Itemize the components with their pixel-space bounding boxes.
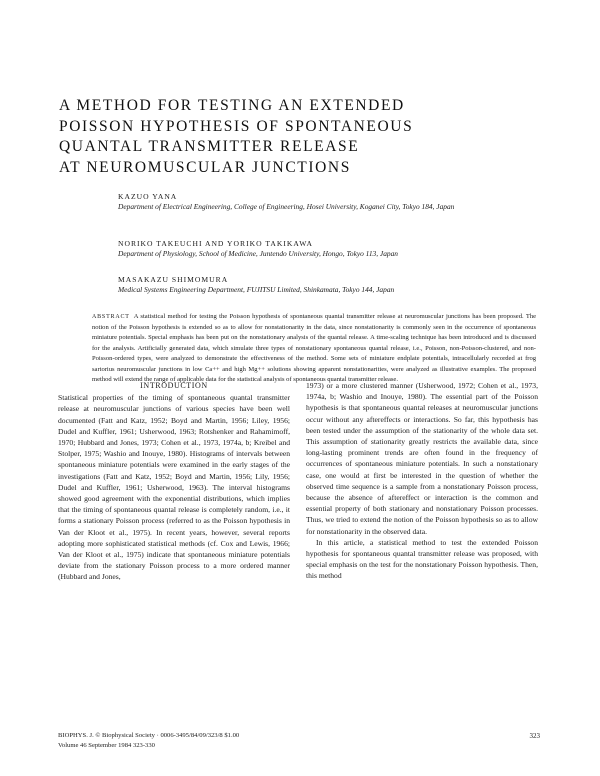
section-heading-introduction: INTRODUCTION [140,381,208,390]
title-line: AT NEUROMUSCULAR JUNCTIONS [59,158,351,176]
article-title [59,96,539,178]
author-name: NORIKO TAKEUCHI AND YORIKO TAKIKAWA [118,239,314,248]
author-block-yana [118,191,538,212]
page-footer [58,731,542,751]
title-line: QUANTAL TRANSMITTER RELEASE [59,138,360,155]
author-affiliation: Department of Physiology, School of Medicine, Juntendo University, Hongo, Tokyo 113, Japan [118,249,398,258]
author-name: MASAKAZU SHIMOMURA [118,275,229,284]
abstract-label: ABSTRACT [92,314,130,320]
author-name: KAZUO YANA [118,192,178,201]
journal-citation: BIOPHYS. J. © Biophysical Society · 0006-3495/84/09/323/8 $1.00 [58,732,240,739]
volume-line: Volume 46 September 1984 323-330 [58,742,155,749]
body-paragraph: Statistical properties of the timing of spontaneous quantal transmitter release at neuromuscular junctions of various species have been well documented (Fatt and Katz, 1952; Boyd and Martin, 1956; Liley, 1956; Dudel and Kuffler, 1961; Usherwood, 1963; Rotshenker and Rahamimoff, 1970; Hubbard and Jones, 1973; Cohen et al., 1973, 1974a, b; Kreibel and Stolper, 1975; Washio and Inouye, 1980). Histograms of intervals between spontaneous miniature potentials were examined in the early stages of the investigations (Fatt and Katz, 1952; Boyd and Martin, 1956; Lily, 1956; Dudel and Kuffler, 1961; Usherwood, 1963). The interval histograms showed good agreement with the exponential distributions, which implies that the timing of spontaneous quantal release is completely random, i.e., it forms a stationary Poisson process (referred to as the Poisson hypothesis in Van der Kloot et al., 1975). In recent years, however, several reports adopting more sophisticated statistical methods (cf. Cox and Lewis, 1966; Van der Kloot et al., 1975) indicate that spontaneous miniature potentials deviate from the stationary Poisson process to a more ordered manner (Hubbard and Jones, [58,393,290,582]
author-affiliation: Medical Systems Engineering Department, FUJITSU Limited, Shinkamata, Tokyo 144, Japan [118,285,395,294]
right-column [306,380,538,582]
title-line: A METHOD FOR TESTING AN EXTENDED [59,97,405,114]
title-line: POISSON HYPOTHESIS OF SPONTANEOUS [59,117,414,135]
abstract [92,312,536,386]
abstract-text: A statistical method for testing the Poisson hypothesis of spontaneous quantal transmitter release at neuromuscular junctions has been proposed. The notion of the Poisson hypothesis is extended so as to allow for nonstationarity in the data, since nonstationarity is commonly seen in the occurrence of spontaneous miniature potentials. Special emphasis has been put on the nonstationary analysis of the quantal release. A time-scaling technique has been introduced and is discussed for the analysis. Artificially generated data, which simulate three types of nonstationary spontaneous quantal release, i.e., Poisson, non-Poisson-clustered, and non-Poisson-ordered types, were analyzed to demonstrate the effectiveness of the method. Some sets of miniature endplate potentials, intracellularly recorded at frog sartorius neuromuscular junctions in low Ca++ and high Mg++ solutions showing apparent nonstationarities, were analyzed as illustrative examples. The proposed method will extend the range of applicable data for the statistical analysis of spontaneous quantal transmitter release. [92,313,536,383]
page-number: 323 [529,732,540,740]
body-paragraph: In this article, a statistical method to test the extended Poisson hypothesis for spontaneous quantal transmitter release was proposed, with special emphasis on the test for the nonstationary Poisson hypothesis. Then, this method [306,537,538,581]
body-paragraph: 1973) or a more clustered manner (Usherwood, 1972; Cohen et al., 1973, 1974a, b; Washio and Inouye, 1980). The essential part of the Poisson hypothesis is that spontaneous quantal releases at neuromuscular junctions occur without any aftereffects or interactions. So far, this hypothesis has been tested under the assumption of the stationarity of the whole data set. This assumption of stationarity greatly restricts the available data, since long-lasting prominent trends are often found in the frequency of occurrences of spontaneous miniature potentials. In such a nonstationary case, one would at first be interested in the question of whether the observed time sequence is a sample from a nonstationary Poisson process, because the absence of aftereffect or interaction is the common and essential property of both stationary and nonstationary Poisson processes. Thus, we tried to extend the notion of the Poisson hypothesis so as to allow for nonstationarity in the observed data. [306,381,538,536]
author-block-takeuchi-takikawa [118,238,538,259]
author-affiliation: Department of Electrical Engineering, College of Engineering, Hosei University, Koganei City, Tokyo 184, Japan [118,202,455,211]
left-column [58,380,290,583]
author-block-shimomura [118,274,538,295]
